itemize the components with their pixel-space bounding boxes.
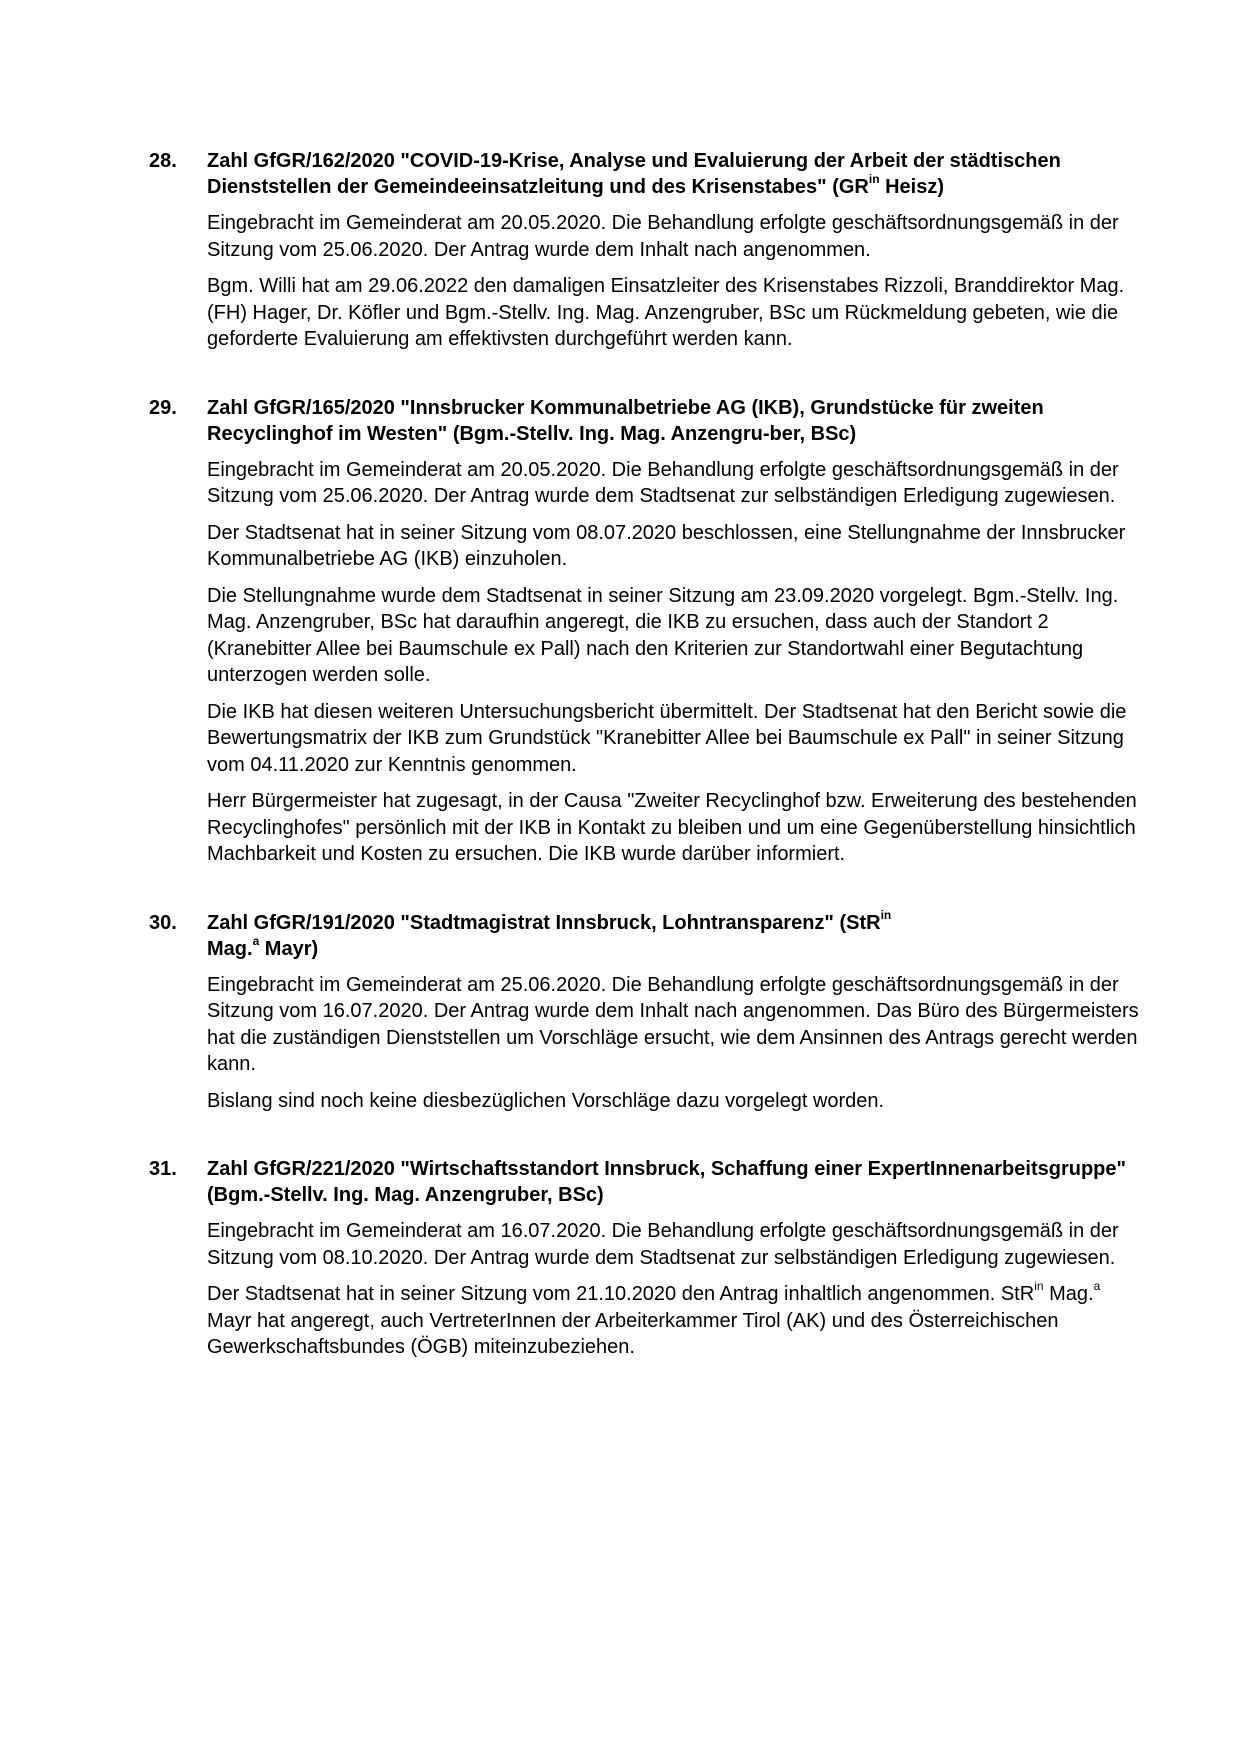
superscript: in	[880, 907, 892, 922]
item-title: Zahl GfGR/165/2020 "Innsbrucker Kommunalbetriebe AG (IKB), Grundstücke für zweiten Recyclinghof im Westen" (Bgm.-Stellv. Ing. Mag. Anzengru-ber, BSc)	[207, 396, 1044, 445]
superscript: a	[252, 933, 260, 948]
paragraph: Der Stadtsenat hat in seiner Sitzung vom 08.07.2020 beschlossen, eine Stellungnahme der Innsbrucker Kommunalbetriebe AG (IKB) einzuholen.	[207, 521, 1126, 570]
agenda-item-29	[149, 395, 1141, 868]
paragraph: Eingebracht im Gemeinderat am 25.06.2020. Die Behandlung erfolgte geschäftsordnungsgemäß in der Sitzung vom 16.07.2020. Der Antrag wurde dem Inhalt nach angenommen. Das Büro des Bürgermeisters hat die zuständigen Dienststellen um Vorschläge ersucht, wie dem Ansinnen des Antrags gerecht werden kann.	[207, 973, 1139, 1075]
item-body	[207, 972, 1141, 1115]
paragraph: Herr Bürgermeister hat zugesagt, in der Causa "Zweiter Recyclinghof bzw. Erweiterung des bestehenden Recyclinghofes" persönlich mit der IKB in Kontakt zu bleiben und um eine Gegenüberstellung hinsichtlich Machbarkeit und Kosten zu ersuchen. Die IKB wurde darüber informiert.	[207, 790, 1137, 865]
paragraph	[207, 1281, 1141, 1361]
superscript: in	[1034, 1279, 1044, 1294]
superscript: in	[868, 172, 880, 187]
paragraph-part: Der Stadtsenat hat in seiner Sitzung vom 21.10.2020 den Antrag inhaltlich angenommen. StR	[207, 1283, 1035, 1305]
paragraph: Die Stellungnahme wurde dem Stadtsenat in seiner Sitzung am 23.09.2020 vorgelegt. Bgm.-Stellv. Ing. Mag. Anzengruber, BSc hat daraufhin angeregt, die IKB zu ersuchen, dass auch der Standort 2 (Kranebitter Allee bei Baumschule ex Pall) nach den Kriterien zur Standortwahl einer Begutachtung unterzogen werden solle.	[207, 584, 1119, 686]
agenda-item-28	[149, 148, 1141, 353]
item-number: 29.	[149, 396, 177, 419]
item-heading	[149, 907, 1141, 962]
item-heading	[149, 395, 1141, 447]
item-title	[207, 907, 1141, 962]
paragraph: Bislang sind noch keine diesbezüglichen Vorschläge dazu vorgelegt worden.	[207, 1089, 885, 1112]
agenda-item-31	[149, 1156, 1141, 1361]
paragraph: Bgm. Willi hat am 29.06.2022 den damaligen Einsatzleiter des Krisenstabes Rizzoli, Branddirektor Mag. (FH) Hager, Dr. Köfler und Bgm.-Stellv. Ing. Mag. Anzengruber, BSc um Rückmeldung gebeten, wie die geforderte Evaluierung am effektivsten durchgeführt werden kann.	[207, 275, 1125, 350]
item-heading	[149, 1156, 1141, 1208]
item-number: 30.	[149, 911, 177, 934]
item-heading	[149, 148, 1141, 200]
item-title-end: Mayr)	[259, 937, 319, 960]
item-title-mid: Mag.	[207, 937, 253, 960]
item-number: 31.	[149, 1158, 177, 1180]
item-body	[207, 210, 1141, 353]
item-body	[207, 1218, 1141, 1361]
item-title	[207, 148, 1141, 200]
paragraph: Eingebracht im Gemeinderat am 16.07.2020. Die Behandlung erfolgte geschäftsordnungsgemäß in der Sitzung vom 08.10.2020. Der Antrag wurde dem Stadtsenat zur selbständigen Erledigung zugewiesen.	[207, 1220, 1119, 1269]
paragraph: Eingebracht im Gemeinderat am 20.05.2020. Die Behandlung erfolgte geschäftsordnungsgemäß in der Sitzung vom 25.06.2020. Der Antrag wurde dem Inhalt nach angenommen.	[207, 212, 1119, 261]
paragraph-part: Mag.	[1043, 1283, 1094, 1305]
paragraph: Die IKB hat diesen weiteren Untersuchungsbericht übermittelt. Der Stadtsenat hat den Bericht sowie die Bewertungsmatrix der IKB zum Grundstück "Kranebitter Allee bei Baumschule ex Pall" in seiner Sitzung vom 04.11.2020 zur Kenntnis genommen.	[207, 700, 1127, 776]
item-title-end: Heisz)	[879, 176, 945, 198]
agenda-item-30	[149, 907, 1141, 1115]
item-title-main: Zahl GfGR/162/2020 "COVID-19-Krise, Analyse und Evaluierung der Arbeit der städtischen Dienststellen der Gemeindeeinsatzleitung und des Krisenstabes" (GR	[207, 150, 1061, 198]
paragraph: Eingebracht im Gemeinderat am 20.05.2020. Die Behandlung erfolgte geschäftsordnungsgemäß in der Sitzung vom 25.06.2020. Der Antrag wurde dem Stadtsenat zur selbständigen Erledigung zugewiesen.	[207, 458, 1119, 507]
item-title-main: Zahl GfGR/191/2020 "Stadtmagistrat Innsbruck, Lohntransparenz" (StR	[207, 911, 881, 934]
item-body	[207, 457, 1141, 868]
paragraph-part: Mayr hat angeregt, auch VertreterInnen der Arbeiterkammer Tirol (AK) und des Österreichischen Gewerkschaftsbundes (ÖGB) miteinzubeziehen.	[207, 1309, 1059, 1358]
item-title: Zahl GfGR/221/2020 "Wirtschaftsstandort Innsbruck, Schaffung einer ExpertInnenarbeitsgruppe" (Bgm.-Stellv. Ing. Mag. Anzengruber, BSc)	[207, 1158, 1126, 1206]
item-number: 28.	[149, 150, 177, 172]
superscript: a	[1093, 1279, 1101, 1294]
